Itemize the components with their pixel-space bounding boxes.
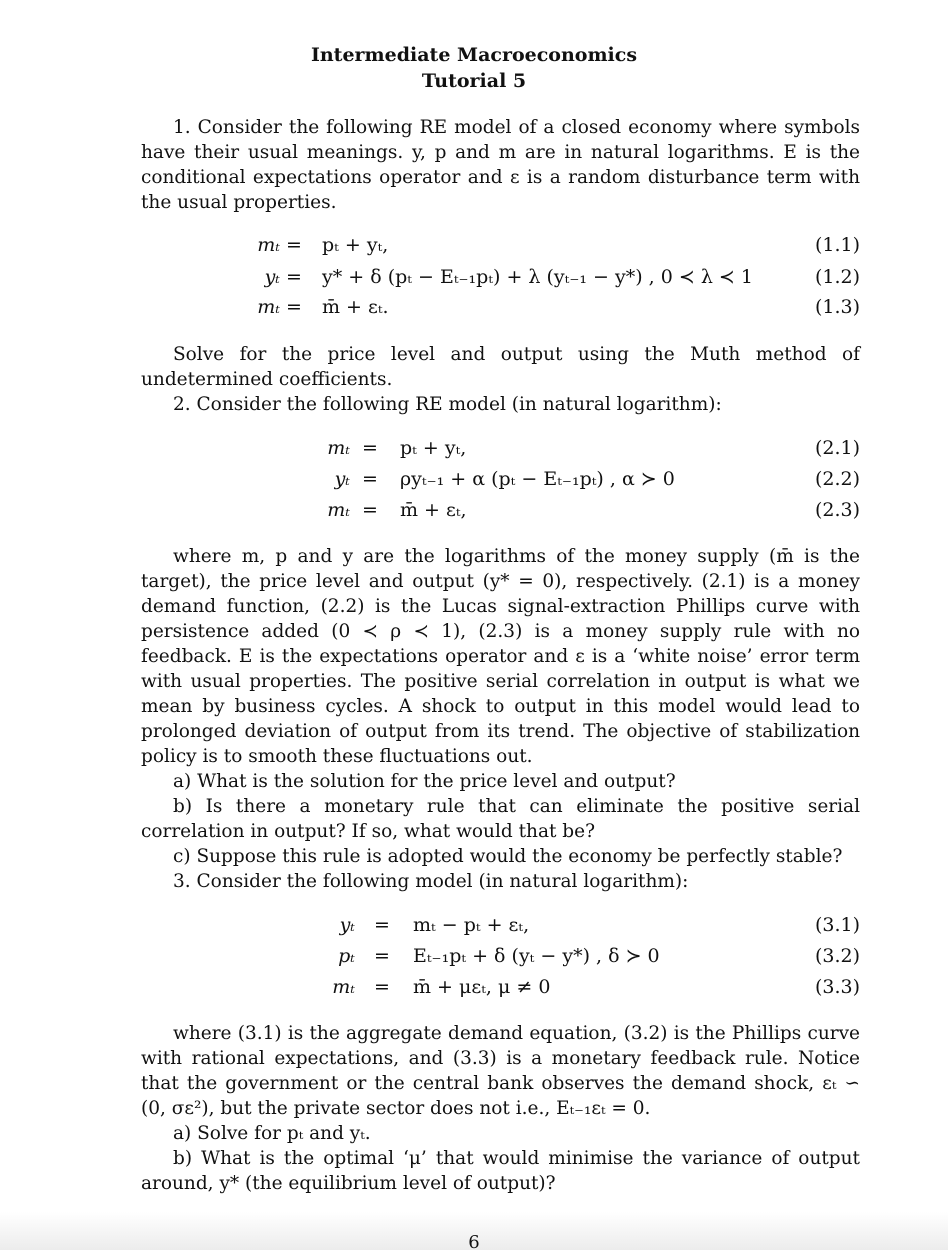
eq-operator: = [374,976,390,998]
equation-number: (1.3) [814,296,860,318]
eq-operator: = [286,266,302,288]
eq-lhs: mₜ [332,976,355,998]
equation-number: (2.1) [814,437,860,459]
eq-operator: = [362,499,378,521]
eq-lhs: mₜ [257,296,280,318]
eq-rhs: m̄ + εₜ. [322,296,389,318]
q2-intro: 2. Consider the following RE model (in natural logarithm): [173,394,722,415]
eq-rhs: m̄ + μεₜ, μ ≠ 0 [413,976,551,998]
q3-intro: 3. Consider the following model (in natural logarithm): [173,871,689,892]
eq-operator: = [362,437,378,459]
eq-lhs: yₜ [264,266,280,288]
document-subtitle: Tutorial 5 [421,70,527,92]
equation-number: (1.2) [814,266,860,288]
equation-number: (3.1) [814,914,860,936]
q2-part-b: b) Is there a monetary rule that can eliminate the positive serial correlation in output? If so, what would that be? [141,796,860,842]
equation-number: (2.3) [814,499,860,521]
eq-operator: = [362,468,378,490]
equation-number: (1.1) [814,234,860,256]
eq-operator: = [374,914,390,936]
eq-rhs: y* + δ (pₜ − Eₜ₋₁pₜ) + λ (yₜ₋₁ − y*) , 0 ≺ λ ≺ 1 [322,266,753,288]
q3-part-a: a) Solve for pₜ and yₜ. [173,1123,371,1144]
eq-lhs: mₜ [257,234,280,256]
eq-rhs: mₜ − pₜ + εₜ, [413,914,530,936]
equation-number: (3.3) [814,976,860,998]
q2-explanation: where m, p and y are the logarithms of the money supply (m̄ is the target), the price level and output (y* = 0), respectively. (2.1) is a money demand function, (2.2) is the Lucas signal-extraction Phillips curve with persistence added (0 ≺ ρ ≺ 1), (2.3) is a money supply rule with no feedback. E is the expectations operator and ε is a ‘white noise’ error term with usual properties. The positive serial correlation in output is what we mean by business cycles. A shock to output in this model would lead to prolonged deviation of output from its trend. The objective of stabilization policy is to smooth these fluctuations out. [141,546,860,767]
eq-lhs: pₜ [338,945,355,967]
eq-rhs: pₜ + yₜ, [400,437,467,459]
eq-rhs: pₜ + yₜ, [322,234,389,256]
equation-number: (2.2) [814,468,860,490]
q2-part-a: a) What is the solution for the price level and output? [173,771,676,792]
q1-task: Solve for the price level and output using the Muth method of undetermined coefficients. [141,344,860,390]
eq-lhs: yₜ [334,468,350,490]
eq-rhs: ρyₜ₋₁ + α (pₜ − Eₜ₋₁pₜ) , α ≻ 0 [400,468,675,490]
q1-intro: 1. Consider the following RE model of a closed economy where symbols have their usual meanings. y, p and m are in natural logarithms. E is the conditional expectations operator and ε is a random disturbance term with the usual properties. [141,117,860,213]
q3-explanation: where (3.1) is the aggregate demand equation, (3.2) is the Phillips curve with rational expectations, and (3.3) is a monetary feedback rule. Notice that the government or the central bank observes the demand shock, εₜ ∽ (0, σε²), but the private sector does not i.e., Eₜ₋₁εₜ = 0. [141,1023,860,1119]
eq-lhs: mₜ [327,499,350,521]
equation-number: (3.2) [814,945,860,967]
q2-part-c: c) Suppose this rule is adopted would the economy be perfectly stable? [173,846,843,867]
document-title: Intermediate Macroeconomics [310,44,638,66]
eq-operator: = [286,234,302,256]
page-number: 6 [468,1232,480,1253]
eq-lhs: mₜ [327,437,350,459]
eq-operator: = [374,945,390,967]
q3-part-b: b) What is the optimal ‘μ’ that would minimise the variance of output around, y* (the equilibrium level of output)? [141,1148,860,1194]
eq-rhs: m̄ + εₜ, [400,499,467,521]
eq-rhs: Eₜ₋₁pₜ + δ (yₜ − y*) , δ ≻ 0 [413,945,660,967]
eq-operator: = [286,296,302,318]
eq-lhs: yₜ [339,914,355,936]
